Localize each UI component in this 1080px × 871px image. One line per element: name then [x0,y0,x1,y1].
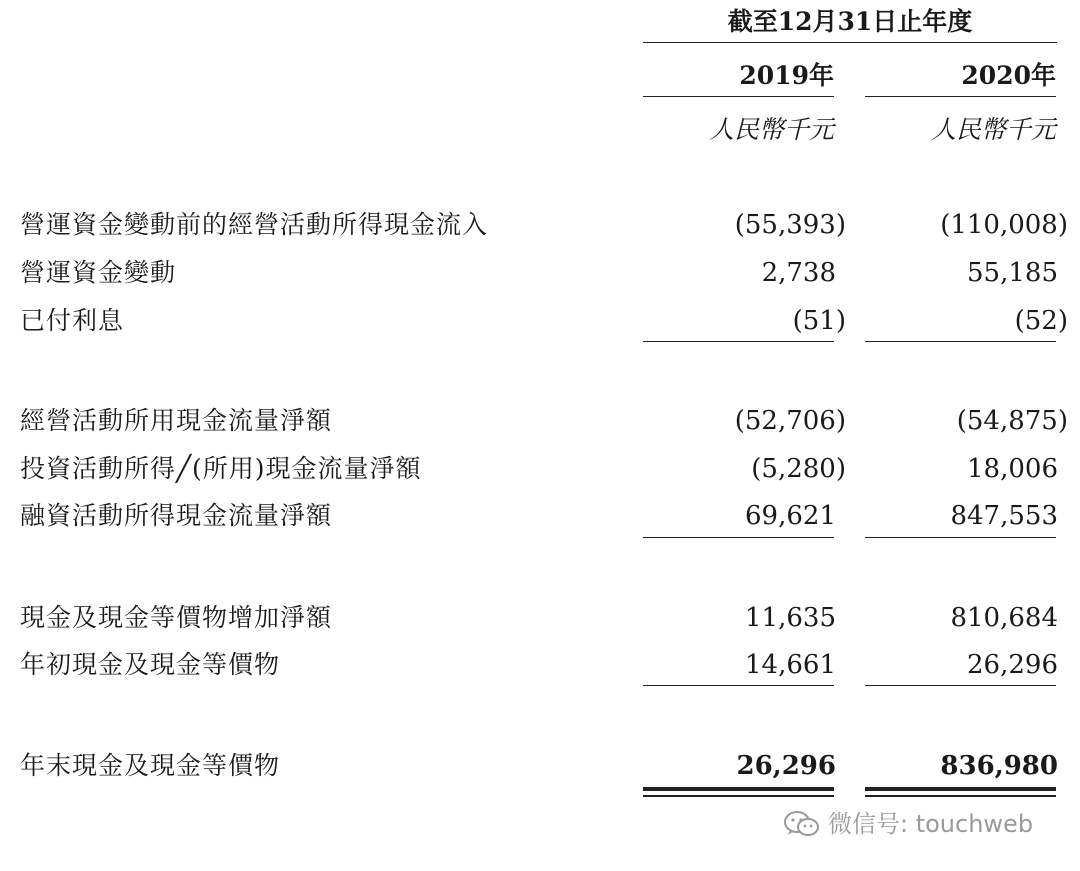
value-2019: 69,621 [745,501,836,531]
value-2019: 2,738 [761,258,836,288]
value-2020: 836,980 [940,751,1058,781]
table-row [0,401,1080,441]
value-2020: 810,684 [950,603,1058,633]
table-row [0,449,1080,489]
value-2020: 26,296 [967,650,1058,680]
value-2020: (110,008) [940,210,1068,240]
row-label: 現金及現金等價物增加淨額 [20,603,333,632]
table-row [0,598,1080,638]
table-row [0,496,1080,536]
row-label: 營運資金變動 [20,258,177,287]
year-2020-underline [865,96,1056,97]
period-underline [643,42,1057,43]
subtotal-rule-2020 [865,537,1056,538]
row-label: 投資活動所得╱(所用)現金流量淨額 [20,454,422,483]
row-label: 已付利息 [20,306,125,335]
row-label: 融資活動所得現金流量淨額 [20,501,333,530]
year-2019-underline [643,96,834,97]
subtotal-rule-2019 [643,685,834,686]
watermark [782,806,1033,842]
table-row [0,253,1080,293]
wechat-icon [782,809,822,839]
value-2019: (51) [792,306,846,336]
value-2019: (5,280) [751,454,846,484]
table-row [0,205,1080,245]
total-double-rule-2020 [865,787,1056,791]
year-header-2020: 2020年 [961,61,1056,90]
unit-2020: 人民幣千元 [930,115,1056,144]
total-double-rule-2019 [643,787,834,791]
value-2020: 847,553 [950,501,1058,531]
subtotal-rule-2019 [643,537,834,538]
period-header: 截至12月31日止年度 [727,7,973,36]
total-double-rule-2019-lower [643,795,834,797]
table-row [0,645,1080,685]
value-2020: (52) [1014,306,1068,336]
subtotal-rule-2020 [865,341,1056,342]
unit-2019: 人民幣千元 [708,115,834,144]
total-double-rule-2020-lower [865,795,1056,797]
value-2019: 14,661 [745,650,836,680]
watermark-text: 微信号: touchweb [828,810,1034,838]
row-label: 年初現金及現金等價物 [20,650,281,679]
subtotal-rule-2019 [643,341,834,342]
table-row [0,301,1080,341]
total-row [0,746,1080,786]
value-2019: 11,635 [745,603,836,633]
value-2019: (52,706) [734,406,846,436]
row-label: 經營活動所用現金流量淨額 [20,406,333,435]
value-2020: 18,006 [967,454,1058,484]
value-2020: 55,185 [967,258,1058,288]
value-2020: (54,875) [956,406,1068,436]
year-header-2019: 2019年 [739,61,834,90]
row-label: 營運資金變動前的經營活動所得現金流入 [20,210,489,239]
value-2019: (55,393) [734,210,846,240]
value-2019: 26,296 [736,751,836,781]
subtotal-rule-2020 [865,685,1056,686]
row-label: 年末現金及現金等價物 [20,751,281,780]
